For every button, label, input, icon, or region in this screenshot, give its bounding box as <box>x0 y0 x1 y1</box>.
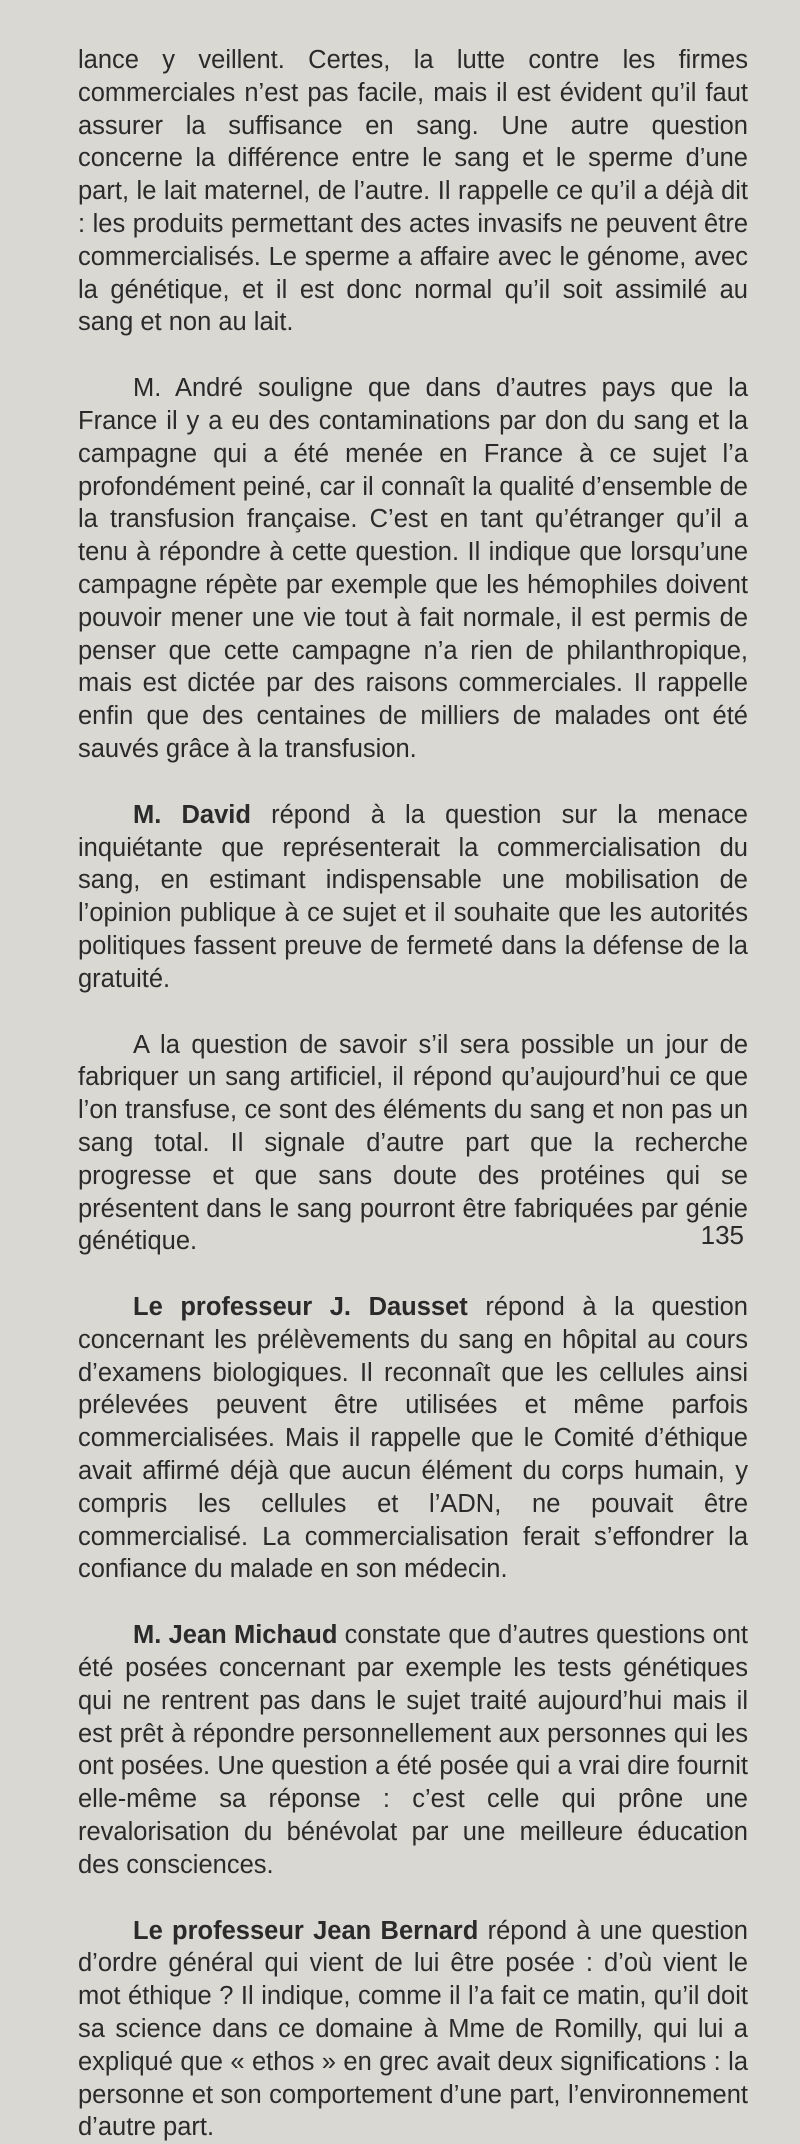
paragraph-4 <box>78 1029 748 1259</box>
paragraph-7 <box>78 1915 748 2144</box>
paragraph-text: lance y veillent. Certes, la lutte contre les firmes commerciales n’est pas facile, mais il est évident qu’il faut assurer la suffisance en sang. Une autre question concerne la différence entre le sang et le sperme d’une part, le lait maternel, de l’autre. Il rappelle ce qu’il a déjà dit : les produits permettant des actes invasifs ne peuvent être commercialisés. Le sperme a affaire avec le génome, avec la génétique, et il est donc normal qu’il soit assimilé au sang et non au lait. <box>78 46 748 337</box>
paragraph-3 <box>78 799 748 996</box>
paragraph-text: M. André souligne que dans d’autres pays que la France il y a eu des contaminations par don du sang et la campagne qui a été menée en France à ce sujet l’a profondément peiné, car il connaît la qualité d’ensemble de la transfusion française. C’est en tant qu’étranger qu’il a tenu à répondre à cette question. Il indique que lorsqu’une campagne répète par exemple que les hémophiles doivent pouvoir mener une vie tout à fait normale, il est permis de penser que cette campagne n’a rien de philanthropique, mais est dictée par des raisons commerciales. Il rappelle enfin que des centaines de milliers de malades ont été sauvés grâce à la transfusion. <box>78 374 748 763</box>
paragraph-text: répond à la question sur la menace inquiétante que représenterait la commercialisation du sang, en estimant indispensable une mobilisation de l’opinion publique à ce sujet et il souhaite que les autorités politiques fassent preuve de fermeté dans la défense de la gratuité. <box>78 800 748 993</box>
speaker-name: Le professeur J. Dausset <box>133 1293 468 1322</box>
paragraph-text: constate que d’autres questions ont été posées concernant par exemple les tests génétiques qui ne rentrent pas dans le sujet traité aujourd’hui mais il est prêt à répondre personnellement aux personnes qui les ont posées. Une question a été posée qui a vrai dire fournit elle-même sa réponse : c’est celle qui prône une revalorisation du bénévolat par une meilleure éducation des consciences. <box>78 1621 748 1879</box>
speaker-name: M. David <box>133 800 251 829</box>
paragraph-1 <box>78 44 748 339</box>
paragraph-text: répond à la question concernant les prélèvements du sang en hôpital au cours d’examens biologiques. Il reconnaît que les cellules ainsi prélevées peuvent être utilisées et même parfois commercialisées. Mais il rappelle que le Comité d’éthique avait affirmé déjà que aucun élément du corps humain, y compris les cellules et l’ADN, ne pouvait être commercialisé. La commercialisation ferait s’effondrer la confiance du malade en son médecin. <box>78 1293 748 1584</box>
paragraph-2 <box>78 372 748 766</box>
paragraph-text: A la question de savoir s’il sera possible un jour de fabriquer un sang artificiel, il répond qu’aujourd’hui ce que l’on transfuse, ce sont des éléments du sang et non pas un sang total. Il signale d’autre part que la recherche progresse et que sans doute des protéines qui se présentent dans le sang pourront être fabriquées par génie génétique. <box>78 1030 748 1256</box>
paragraph-5 <box>78 1291 748 1586</box>
page-number: 135 <box>700 1220 744 1250</box>
paragraph-text: répond à une question d’ordre général qui vient de lui être posée : d’où vient le mot éthique ? Il indique, comme il l’a fait ce matin, qu’il doit sa science dans ce domaine à Mme de Romilly, qui lui a expliqué que « ethos » en grec avait deux significations : la personne et son comportement d’une part, l’environnement d’autre part. <box>78 1916 748 2142</box>
speaker-name: M. Jean Michaud <box>133 1621 338 1650</box>
paragraph-6 <box>78 1619 748 1881</box>
speaker-name: Le professeur Jean Bernard <box>133 1916 479 1945</box>
